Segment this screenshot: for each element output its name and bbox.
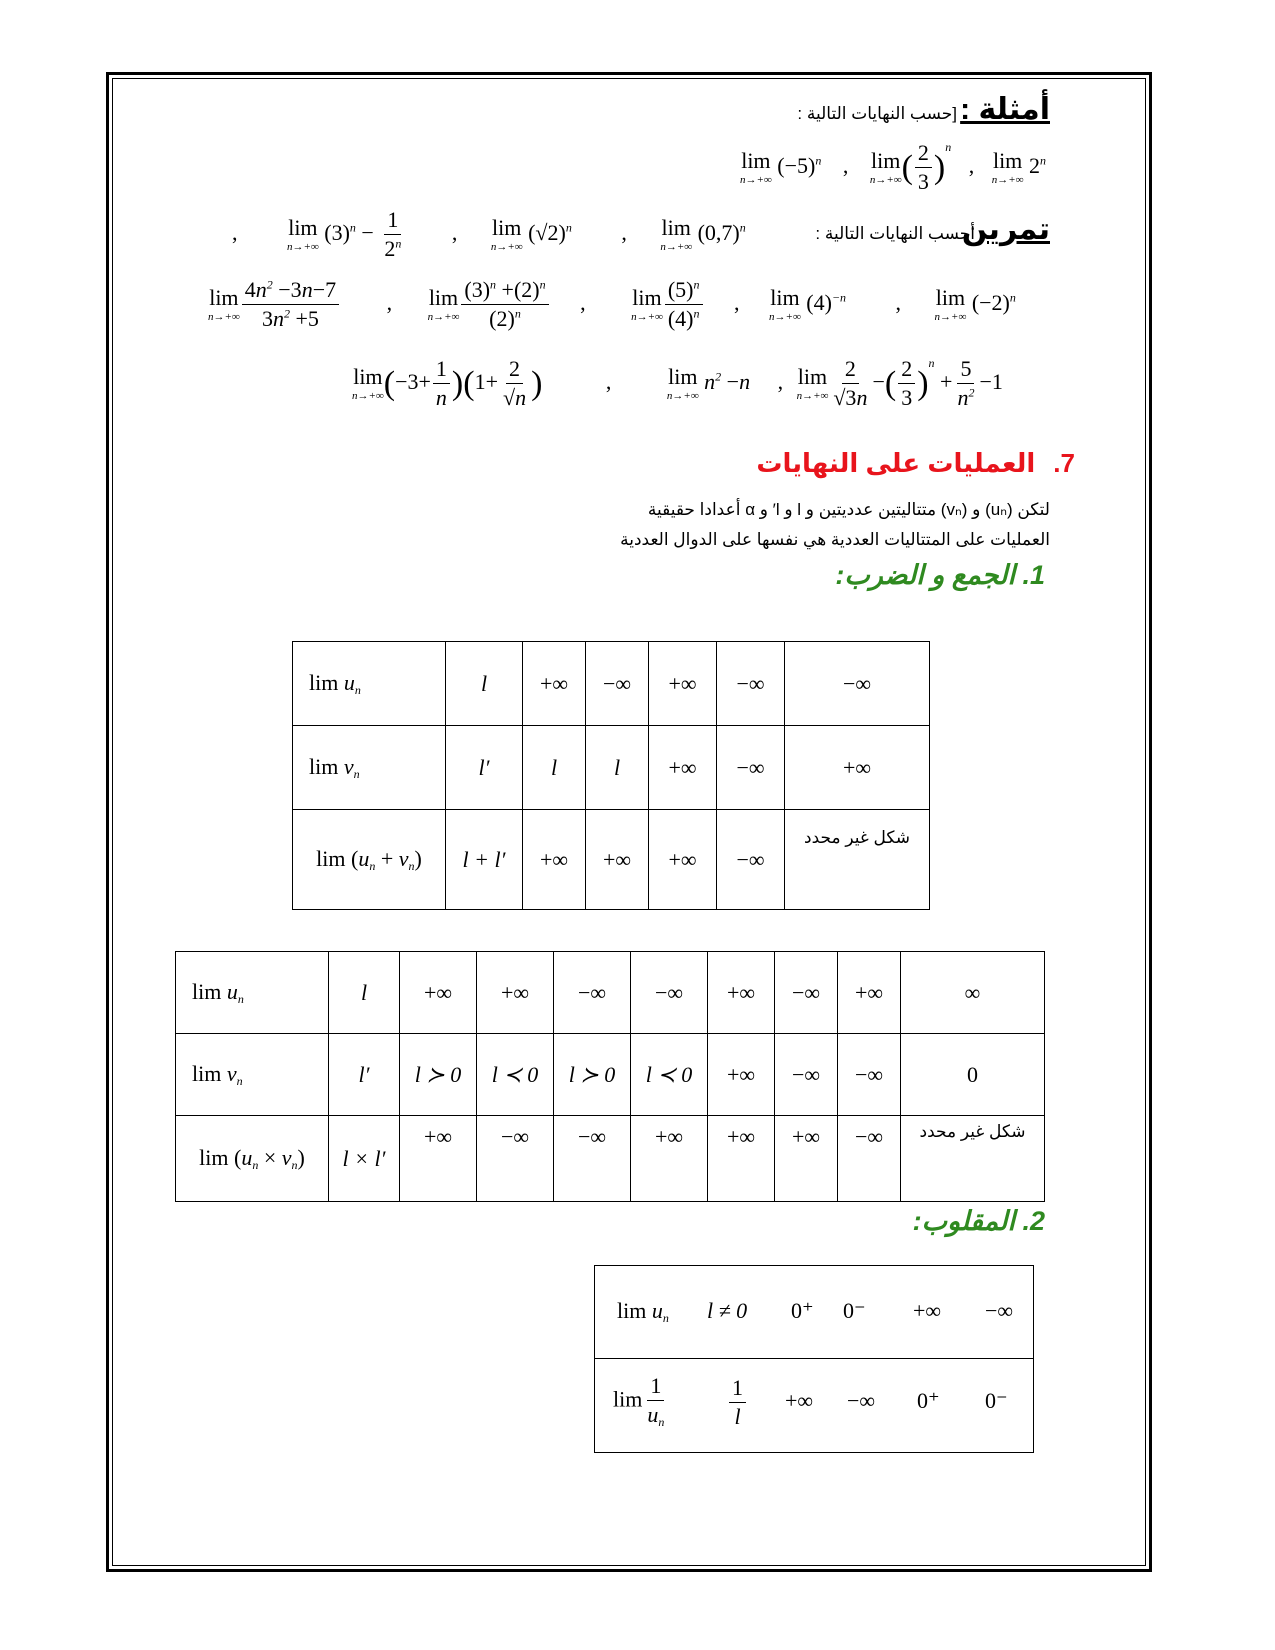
inverse-cell: 0⁺: [791, 1298, 814, 1323]
inverse-row-label: lim un: [617, 1298, 669, 1325]
inverse-row-label: lim $\frac{1}{un}$: [613, 1373, 665, 1430]
sum-cell: −∞: [717, 726, 785, 810]
inverse-cell: +∞: [913, 1298, 942, 1323]
exercise-limit-5n4n: lim n→+∞ $\frac{(5)^n}{(4)^n}$: [631, 290, 704, 315]
product-cell: +∞: [400, 952, 477, 1034]
product-cell-indeterminate: شكل غير محدد: [901, 1116, 1045, 1202]
product-cell: ∞: [901, 952, 1045, 1034]
section7-number: 7.: [1053, 448, 1075, 478]
product-cell: −∞: [775, 952, 838, 1034]
inverse-table: [594, 1265, 1034, 1453]
inverse-divider: [595, 1358, 1033, 1359]
sum-cell: −∞: [586, 642, 649, 726]
exercise-limit-sqrt2: lim n→+∞ $(√2)^n$: [490, 214, 572, 253]
product-cell: l ≺ 0: [631, 1034, 708, 1116]
inverse-cell: +∞: [785, 1388, 814, 1413]
product-cell: +∞: [477, 952, 554, 1034]
sum-cell: l + l′: [446, 810, 523, 910]
product-cell: +∞: [708, 1034, 775, 1116]
product-cell: −∞: [554, 1116, 631, 1202]
inverse-cell: −∞: [985, 1298, 1014, 1323]
example-limit-neg5: lim n→+∞ $(-5)^n$: [740, 147, 822, 186]
section7-title: العمليات على النهايات: [756, 448, 1036, 478]
product-cell: +∞: [631, 1116, 708, 1202]
sum-cell: l′: [446, 726, 523, 810]
exercise-row1: , lim n→+∞ $(3)^n$ − $\frac{1}{2^n}$ , lim n→+∞ $(√2)^n$ , lim n→+∞ $(0,7)^n$: [232, 207, 746, 262]
exercise-limit-0-7: lim n→+∞ $(0,7)^n$: [660, 214, 746, 253]
sum-row-label: lim vn: [293, 726, 446, 810]
product-cell: −∞: [554, 952, 631, 1034]
exercise-limit-4-neg-n: lim n→+∞ $(4)^{-n}$: [769, 284, 847, 323]
exercise-limit-3n: lim n→+∞ $(3)^n$ − $\frac{1}{2^n}$: [287, 207, 402, 262]
product-row-label: lim un: [176, 952, 329, 1034]
product-table: [175, 951, 1045, 1202]
inverse-cell: $\frac{1}{l}$: [727, 1376, 748, 1429]
sum-cell: +∞: [586, 810, 649, 910]
sum-cell: +∞: [785, 726, 930, 810]
exercise-limit-3n2n: lim n→+∞ $\frac{(3)^n +(2)^n}{(2)^n}$: [428, 290, 551, 315]
product-row-label: lim (un × vn): [176, 1116, 329, 1202]
sum-cell: l: [446, 642, 523, 726]
sub2-title: 2. المقلوب:: [912, 1206, 1045, 1236]
sum-cell: −∞: [717, 810, 785, 910]
exercise-limit-sum: lim n→+∞ $\frac{2}{√3n}$ −( $\frac{2}{3}$ )$^n$ + $\frac{5}{n^2}$ −1: [796, 356, 1003, 411]
product-cell: +∞: [775, 1116, 838, 1202]
inverse-cell: −∞: [847, 1388, 876, 1413]
product-cell: −∞: [838, 1034, 901, 1116]
product-cell: −∞: [838, 1116, 901, 1202]
exercise-row3: lim n→+∞ (−3+ $\frac{1}{n}$ )(1+ $\frac{2}{√n}$ ) , lim n→+∞ $n^2 -n$ , lim n→+∞ $\frac{2}{√3n}$ −( $\frac{2}{3}$ )$^n$ + $\frac{5}{n^2}$ −1: [352, 356, 1003, 411]
sum-cell: +∞: [649, 642, 717, 726]
sum-cell: +∞: [649, 810, 717, 910]
example-limit-2-3: lim n→+∞ ( $\frac{2}{3}$ )$^n$: [869, 140, 952, 195]
product-cell: l ≻ 0: [400, 1034, 477, 1116]
sum-row-label: lim (un + vn): [293, 810, 446, 910]
product-cell: l × l′: [329, 1116, 400, 1202]
product-cell: −∞: [631, 952, 708, 1034]
exercise-limit-n2-n: lim n→+∞ $n^2 -n$: [666, 363, 751, 402]
product-cell: −∞: [477, 1116, 554, 1202]
examples-instruction: [حسب النهايات التالية :: [797, 104, 957, 123]
product-cell: +∞: [708, 1116, 775, 1202]
product-cell: +∞: [400, 1116, 477, 1202]
product-row-label: lim vn: [176, 1034, 329, 1116]
product-cell: l ≺ 0: [477, 1034, 554, 1116]
product-cell: +∞: [708, 952, 775, 1034]
inverse-cell: 0⁺: [917, 1388, 940, 1413]
examples-title: أمثلة :: [960, 93, 1050, 126]
sum-row-label: lim un: [293, 642, 446, 726]
sum-cell: l: [586, 726, 649, 810]
exercise-instruction: أحسب النهايات التالية :: [815, 224, 975, 243]
product-cell: 0: [901, 1034, 1045, 1116]
section7-line1: لتكن (uₙ) و (vₙ) متتاليتين عدديتين و l و l′ و α أعدادا حقيقية: [647, 500, 1050, 519]
sum-cell: +∞: [649, 726, 717, 810]
examples-limits: lim n→+∞ $(-5)^n$ , lim n→+∞ ( $\frac{2}{3}$ )$^n$ , lim n→+∞ 2$^n$: [740, 140, 1047, 195]
exercise-limit-rational: lim n→+∞ $\frac{4n^2 -3n-7}{3n^2 +5}$: [208, 290, 341, 315]
sum-cell: +∞: [523, 642, 586, 726]
product-cell: l: [329, 952, 400, 1034]
sum-cell: +∞: [523, 810, 586, 910]
sum-table: [292, 641, 930, 910]
sum-cell: −∞: [717, 642, 785, 726]
exercise-limit-product: lim n→+∞ (−3+ $\frac{1}{n}$ )(1+ $\frac{2}{√n}$ ): [352, 356, 543, 411]
product-cell: l′: [329, 1034, 400, 1116]
product-cell: l ≻ 0: [554, 1034, 631, 1116]
inverse-cell: 0⁻: [843, 1298, 866, 1323]
inverse-cell: 0⁻: [985, 1388, 1008, 1413]
sum-cell: l: [523, 726, 586, 810]
exercise-row2: lim n→+∞ $\frac{4n^2 -3n-7}{3n^2 +5}$ , lim n→+∞ $\frac{(3)^n +(2)^n}{(2)^n}$ , lim n→+∞ $\frac{(5)^n}{(4)^n}$ , lim n→+∞ $(4)^{-n}$ , lim n→+∞ $(-2)^n$: [208, 277, 1016, 332]
section7-line2: العمليات على المتتاليات العددية هي نفسها على الدوال العددية: [620, 530, 1050, 549]
exercise-title: تمرين: [961, 213, 1050, 246]
section7-heading: [756, 448, 1075, 479]
exercise-limit-neg2: lim n→+∞ $(-2)^n$: [934, 284, 1016, 323]
sub1-title: 1. الجمع و الضرب:: [835, 560, 1045, 590]
sum-cell: −∞: [785, 642, 930, 726]
product-cell: −∞: [775, 1034, 838, 1116]
product-cell: +∞: [838, 952, 901, 1034]
inverse-cell: l ≠ 0: [707, 1298, 748, 1323]
example-limit-2n: lim n→+∞ 2$^n$: [991, 147, 1047, 186]
sum-cell-indeterminate: شكل غير محدد: [785, 810, 930, 910]
